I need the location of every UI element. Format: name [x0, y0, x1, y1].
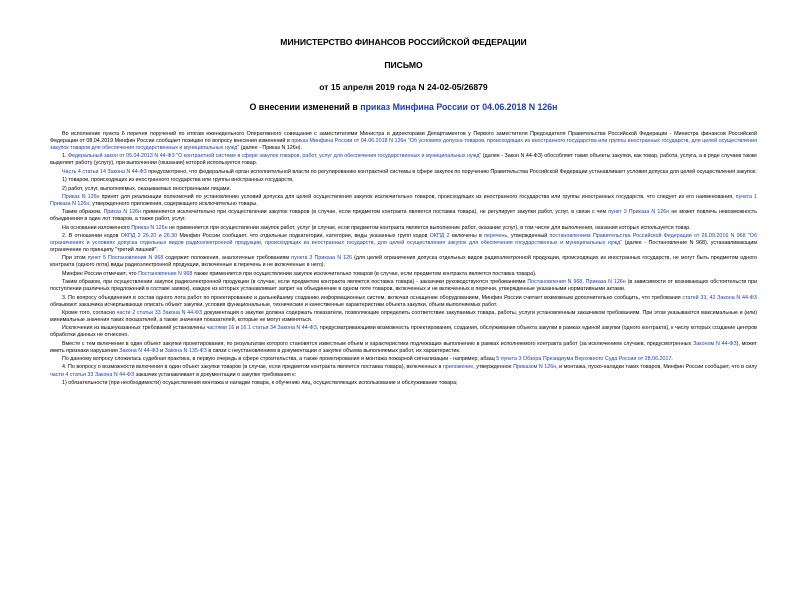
paragraph	[50, 341, 757, 355]
paragraph-text: , предусматривающими возможность проектирования, создания, обслуживания объекта закупки в рамках единой закупки (одного контракта), к числу которых создание центров обработки данных не отнесено.	[50, 325, 758, 339]
paragraph-text: Таким образом,	[62, 209, 104, 216]
paragraph-text: также применяется при осуществлении закупок исключительно товаров (в случае, если предметом контракта является поставка товара).	[192, 270, 537, 277]
paragraph-text: Таким образом, при осуществлении закупок радиоэлектронной продукции (в случае, если предметом контракта является поставка товара) - заказчики руководствуются требованиями	[62, 279, 528, 286]
paragraph-text: не может повлечь невозможность объединения в один лот товаров, а также работ, услуг.	[50, 209, 757, 223]
paragraph	[50, 209, 757, 223]
legal-reference-link[interactable]: пункт 3 Приказа N 126н	[608, 209, 670, 216]
paragraph-text: 1) товаров, происходящих из иностранного государства или группы иностранных государств,	[62, 177, 294, 184]
paragraph-text: не применяется при осуществлении закупок работ, услуг (в случае, если предметом контракта является выполнение работ, оказание услуг), в том числе для выполнения, оказания которых используется товар.	[167, 224, 691, 231]
paragraph	[50, 131, 757, 152]
legal-reference-link[interactable]: Закона N 135-ФЗ	[164, 347, 207, 354]
legal-reference-link[interactable]: Закона N 44-ФЗ	[119, 347, 159, 354]
legal-reference-link[interactable]: ОКПД 2 26.20 и 26.30	[120, 232, 178, 239]
paragraph-text: предусмотрено, что федеральный орган исполнительной власти по регулированию контрактной системы в сфере закупок по поручению Правительства Российской Федерации устанавливает условия допуска для целей осуществления закупок:	[146, 168, 757, 175]
legal-reference-link[interactable]: ОКПД 2	[429, 232, 450, 239]
paragraph-text: принят для реализации полномочий по установлению условий допуска для целей осуществления закупок исключительно товаров, происходящих из иностранного государства или группы иностранных государств, что следует из его наименования,	[99, 193, 736, 200]
legal-reference-link[interactable]: Приказом N 126н	[513, 364, 557, 371]
paragraph	[50, 225, 757, 232]
document-type-heading: ПИСЬМО	[384, 60, 423, 70]
paragraph-text: 2) работ, услуг, выполняемых, оказываемых иностранными лицами.	[62, 185, 231, 192]
paragraph-text: , утвержденное	[473, 364, 514, 371]
paragraph	[50, 295, 757, 309]
paragraph	[50, 271, 757, 278]
title-order-link[interactable]: приказ Минфина России от 04.06.2018 N 126н	[360, 102, 558, 112]
paragraph-text: обязывают заказчика исчерпывающе описать объект закупки, условия функциональные, технические и качественные характеристики объекта закупки, объем выполняемых работ.	[50, 301, 498, 308]
paragraph-text: ,	[706, 294, 710, 301]
legal-reference-link[interactable]: частями 16	[206, 325, 235, 332]
paragraph-text: содержит положения, аналогичные требованиям	[163, 255, 292, 262]
legal-reference-link[interactable]: части 2 статьи 33 Закона N 44-ФЗ	[116, 309, 203, 316]
paragraph-text: При этом	[62, 255, 88, 262]
paragraph-text: (для целей ограничения допуска отдельных видов радиоэлектронной продукции, происходящих из иностранных государств, не могут быть предметом одного контракта (одного лота) виды радиоэлектронной продукции, включенные в перечень и не включенные в него).	[50, 255, 757, 269]
legal-reference-link[interactable]: части 4 статьи 33 Закона N 44-ФЗ	[50, 371, 135, 378]
paragraph-text: Минфин России сообщает, что отдельные подкатегории, категории, виды указанных групп кодов	[177, 232, 430, 239]
paragraph-text: , утвержденного приложения, содержащего исключительно товары.	[89, 200, 258, 207]
paragraph-text: (далее - Приказ N 126н).	[239, 145, 302, 152]
paragraph	[50, 186, 757, 193]
ministry-heading: МИНИСТЕРСТВО ФИНАНСОВ РОССИЙСКОЙ ФЕДЕРАЦИИ	[280, 37, 527, 47]
legal-reference-link[interactable]: Приказ N 126н	[131, 224, 168, 231]
paragraph-text: На основании изложенного	[62, 224, 132, 231]
legal-reference-link[interactable]: приказ Минфина России от 04.06.2018 N 126н "Об условиях допуска товаров, происходящих из иностранного государства или группы иностранных государств, для целей осуществления закупок товаров для обеспечения государственных и муниципальных нужд"	[50, 138, 757, 152]
paragraph	[50, 279, 757, 293]
legal-reference-link[interactable]: Приказ N 126н	[103, 209, 142, 216]
paragraph	[50, 233, 757, 254]
legal-reference-link[interactable]: приложение	[442, 364, 474, 371]
paragraph-text: ), может иметь признаки нарушения	[50, 340, 758, 354]
paragraph-text: и	[234, 325, 241, 332]
paragraph	[50, 380, 757, 387]
document-title	[50, 102, 757, 112]
paragraph-text: По данному вопросу сложилась судебная практика, в первую очередь в сфере строительства, а также проектирования и монтажа пожарной сигнализации - например, абзац	[62, 356, 497, 363]
date-number-heading: от 15 апреля 2019 года N 24-02-05/26879	[319, 82, 488, 92]
paragraph	[50, 255, 757, 269]
legal-reference-link[interactable]: пункта 1 Приказа N 126н	[50, 193, 757, 207]
paragraph-text: 1.	[62, 153, 68, 160]
paragraph	[50, 177, 757, 184]
paragraph-text: ,	[582, 279, 586, 286]
paragraph-text: включены в	[449, 232, 485, 239]
paragraph-text: документация о закупке должна содержать показатели, позволяющие определить соответствие закупаемых товара, работы, услуги установленным заказчиком требованиям. При этом указываются максимальные и (или) минимальные значения таких показателей, а также значения показателей, которые не могут изменяться.	[50, 309, 757, 323]
legal-reference-link[interactable]: 16.1 статьи 34 Закона N 44-ФЗ	[240, 325, 317, 332]
paragraph-text: заказчик устанавливает в документации о закупке требования к:	[134, 371, 297, 378]
paragraph	[50, 169, 757, 176]
legal-reference-link[interactable]: 5 пункта 3 Обзора Президиума Верховного Суда России от 28.06.2017	[496, 356, 672, 363]
legal-reference-link[interactable]: перечень	[484, 232, 508, 239]
legal-reference-link[interactable]: Приказа N 126н	[585, 279, 626, 286]
paragraph-text: 1) обязательности (при необходимости) осуществления монтажа и наладки товара, к обучению лиц, осуществляющих использование и обслуживание товара;	[62, 379, 458, 386]
paragraph-text: Минфин России отмечает, что	[62, 270, 139, 277]
paragraph-text: 2. В отношении кодов	[62, 232, 121, 239]
legal-reference-link[interactable]: постановлением Правительства Российской Федерации от 26.09.2016 N 968 "Об ограничениях и условиях допуска отдельных видов радиоэлектронной продукции, происходящих из иностранных государств, для целей осуществления закупок для обеспечения государственных и муниципальных нужд"	[50, 232, 758, 247]
legal-reference-link[interactable]: Приказ N 126н	[62, 193, 100, 200]
paragraph-text: 4. По вопросу о возможности включения в один объект закупки товаров (в случае, если предметом контракта является поставка товара), включенных в	[62, 364, 443, 371]
legal-reference-link[interactable]: пункт 5 Постановления N 968	[87, 255, 164, 262]
paragraph-text: Кроме того, согласно	[62, 309, 117, 316]
paragraph-text: Во исполнение пункта 6 перечня поручений по итогам еженедельного Оперативного совещания с заместителями Министра и директорами Департаментов у Первого заместителя Председателя Правительства Российской Федерации - Министра финансов Российской Федерации от 08.04.2019 Минфин России сообщает позицию по вопросу внесения изменений в	[50, 131, 757, 145]
paragraph	[50, 194, 757, 208]
legal-reference-link[interactable]: 42 Закона N 44-ФЗ	[709, 294, 758, 301]
paragraph	[50, 325, 757, 339]
legal-reference-link[interactable]: Постановления N 968	[527, 279, 583, 286]
paragraph-text: (в зависимости от возникающих обстоятельств при поступлении различных предложений в составе заявок), каждое из которых устанавливает запрет на объединение в одном лоте товаров, включенных и не включенных в перечни, утвержденные указанными нормативными актами.	[50, 279, 757, 293]
paragraph-text: Вместе с тем включение в один объект закупки проектирования, по результатам которого становятся известным объем и характеристики подлежащих выполнению в рамках исполняемого контракта работ (за исключением случаев, предусмотренных	[62, 340, 694, 347]
legal-reference-link[interactable]: Часть 4 статьи 14 Закона N 44-ФЗ	[62, 168, 147, 175]
paragraph-text: Исключения из вышеуказанных требований установлены	[62, 325, 207, 332]
paragraph-text: .	[671, 356, 673, 363]
paragraph-text: , утвержденный	[507, 232, 550, 239]
legal-reference-link[interactable]: Постановление N 968	[138, 270, 193, 277]
legal-reference-link[interactable]: Законом N 44-ФЗ	[693, 340, 737, 347]
document-body	[50, 131, 757, 387]
paragraph	[50, 153, 757, 167]
paragraph-text: , и монтажа, пуско-наладки таких товаров, Минфин России сообщает, что в силу	[556, 364, 757, 371]
legal-reference-link[interactable]: статей 33	[682, 294, 707, 301]
legal-reference-link[interactable]: пункта 3 Приказа N 126	[291, 255, 353, 262]
legal-reference-link[interactable]: Федеральный закон от 05.04.2013 N 44-ФЗ "О контрактной системе в сфере закупок товаров, работ, услуг для обеспечения государственных и муниципальных нужд"	[67, 153, 482, 160]
paragraph-text: (далее - Закон N 44-ФЗ) обособляет такие объекты закупки, как товар, работа, услуга, а в ряде случаев также выделяет работу (услугу), при выполнении (оказании) которой используется товар.	[50, 153, 757, 167]
paragraph-text: в связи с неустановлением в документации о закупке объема выполняемых работ, их характеристик.	[206, 347, 461, 354]
paragraph	[50, 364, 757, 378]
paragraph-text: 3. По вопросу объединения в состав одного лота работ по проектированию и дальнейшему созданию информационных систем, включая оснащение оборудованием, Минфин России считает возможным дополнительно сообщить, что требования	[62, 294, 683, 301]
paragraph-text: (далее - Постановление N 968), устанавливающим ограничение по принципу "третий лишний".	[50, 240, 758, 254]
paragraph-text: применяется исключительно при осуществлении закупок товаров (в случае, если предметом контракта является поставка товара), не регулирует закупки работ, услуг, в связи с чем	[141, 209, 609, 216]
paragraph-text: и	[158, 347, 165, 354]
paragraph	[50, 310, 757, 324]
paragraph	[50, 356, 757, 363]
title-prefix: О внесении изменений в	[249, 102, 361, 112]
document-page	[0, 37, 807, 608]
